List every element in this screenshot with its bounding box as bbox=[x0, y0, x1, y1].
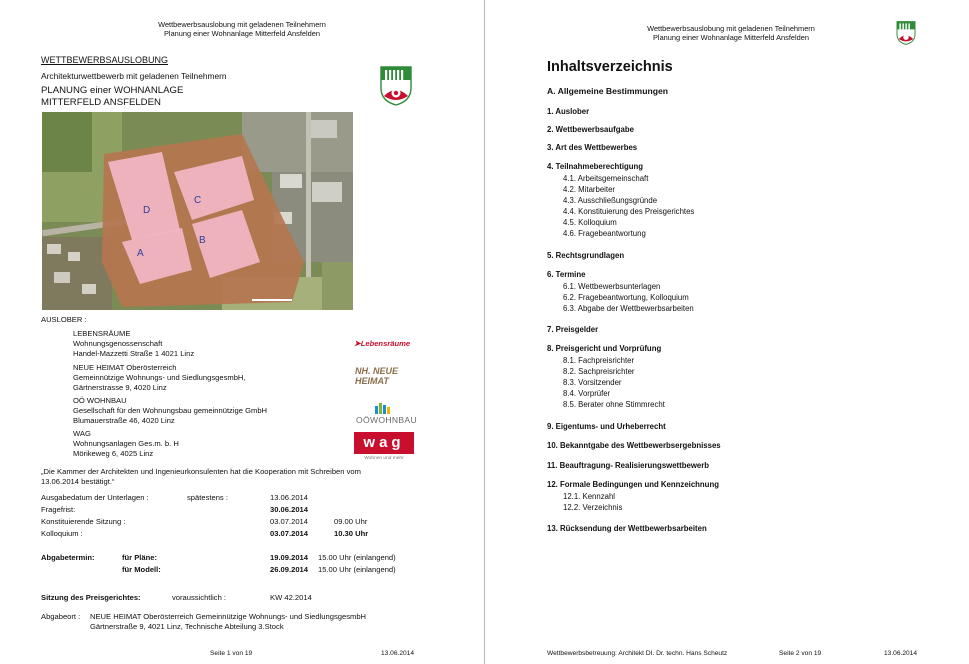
abgabe-modell-time: 15.00 Uhr (einlangend) bbox=[318, 565, 396, 574]
ausgabe-qualifier: spätestens : bbox=[187, 493, 228, 502]
toc-subitem-4-4[interactable]: 4.4. Konstituierung des Preisgerichtes bbox=[563, 207, 695, 216]
page-1-date: 13.06.2014 bbox=[381, 650, 415, 657]
aerial-site-plan-map bbox=[42, 112, 353, 310]
toc-item-4[interactable]: 4. Teilnahmeberechtigung bbox=[547, 162, 644, 171]
project-title-line-1: PLANUNG einer WOHNANLAGE bbox=[41, 85, 184, 96]
kolloquium-date: 03.07.2014 bbox=[270, 529, 309, 538]
lebensraeume-logo: ➤Lebensräume bbox=[354, 339, 411, 348]
fragefrist-label: Fragefrist: bbox=[41, 505, 76, 514]
toc-item-7[interactable]: 7. Preisgelder bbox=[547, 325, 599, 334]
toc-subitem-8-1[interactable]: 8.1. Fachpreisrichter bbox=[563, 356, 635, 365]
toc-item-5[interactable]: 5. Rechtsgrundlagen bbox=[547, 251, 625, 260]
municipal-crest-icon bbox=[380, 66, 412, 106]
header-line-1: Wettbewerbsauslobung mit geladenen Teilnehmern bbox=[647, 24, 815, 33]
toc-subitem-12-1[interactable]: 12.1. Kennzahl bbox=[563, 492, 616, 501]
toc-subitem-4-2[interactable]: 4.2. Mitarbeiter bbox=[563, 185, 616, 194]
toc-item-2[interactable]: 2. Wettbewerbsaufgabe bbox=[547, 125, 634, 134]
ooe-wohnbau-logo-mark-icon bbox=[374, 402, 392, 414]
auslober-neue-heimat: NEUE HEIMAT Oberösterreich Gemeinnützige Wohnungs- und SiedlungsgesmbH, Gärtnerstrasse 9, 4020 Linz bbox=[73, 363, 246, 392]
abgabe-plaene-date: 19.09.2014 bbox=[270, 553, 309, 562]
wag-logo-tagline: Wohnen und mehr bbox=[364, 456, 404, 461]
auslober-wag: WAG Wohnungsanlagen Ges.m. b. H Mörikeweg 6, 4025 Linz bbox=[73, 429, 179, 458]
toc-subitem-6-1[interactable]: 6.1. Wettbewerbsunterlagen bbox=[563, 282, 661, 291]
kolloquium-time: 10.30 Uhr bbox=[334, 529, 369, 538]
konstituierende-sitzung-date: 03.07.2014 bbox=[270, 517, 309, 526]
abgabetermin-label: Abgabetermin: bbox=[41, 553, 95, 562]
toc-item-6[interactable]: 6. Termine bbox=[547, 270, 586, 279]
ooe-wohnbau-logo: OÖWOHNBAU bbox=[356, 415, 417, 425]
page-header bbox=[0, 20, 484, 38]
abgabe-plaene-label: für Pläne: bbox=[122, 553, 158, 562]
page-divider bbox=[484, 0, 485, 664]
page-2 bbox=[486, 0, 969, 664]
page-1 bbox=[0, 0, 484, 664]
toc-item-1[interactable]: 1. Auslober bbox=[547, 107, 590, 116]
toc-subitem-4-1[interactable]: 4.1. Arbeitsgemeinschaft bbox=[563, 174, 649, 183]
toc-item-3[interactable]: 3. Art des Wettbewerbes bbox=[547, 143, 638, 152]
toc-item-10[interactable]: 10. Bekanntgabe des Wettbewerbsergebnisses bbox=[547, 441, 721, 450]
abgabeort-label: Abgabeort : bbox=[41, 612, 81, 621]
toc-subitem-8-3[interactable]: 8.3. Vorsitzender bbox=[563, 378, 622, 387]
page-1-number: Seite 1 von 19 bbox=[210, 650, 253, 657]
toc-subitem-4-6[interactable]: 4.6. Fragebeantwortung bbox=[563, 229, 646, 238]
chamber-statement: „Die Kammer der Architekten und Ingenieurkonsulenten hat die Kooperation mit Schreiben vom 13.06.2014 bestätigt.“ bbox=[41, 467, 361, 486]
toc-subitem-8-4[interactable]: 8.4. Vorprüfer bbox=[563, 389, 611, 398]
plot-b-label: B bbox=[199, 235, 206, 246]
header-line-1: Wettbewerbsauslobung mit geladenen Teilnehmern bbox=[158, 20, 326, 29]
preisgericht-sitzung-label: Sitzung des Preisgerichtes: bbox=[41, 593, 141, 602]
abgabe-plaene-time: 15.00 Uhr (einlangend) bbox=[318, 553, 396, 562]
plot-c-label: C bbox=[194, 195, 202, 206]
header-line-2: Planung einer Wohnanlage Mitterfeld Ansfelden bbox=[653, 33, 809, 42]
konstituierende-sitzung-time: 09.00 Uhr bbox=[334, 517, 368, 526]
plot-a-label: A bbox=[137, 248, 144, 259]
fragefrist-date: 30.06.2014 bbox=[270, 505, 309, 514]
toc-item-8[interactable]: 8. Preisgericht und Vorprüfung bbox=[547, 344, 662, 353]
abgabeort-address: NEUE HEIMAT Oberösterreich Gemeinnützige Wohnungs- und SiedlungsgesmbH Gärtnerstraße 9, 4021 Linz, Technische Abteilung 3.Stock bbox=[90, 612, 367, 631]
page-2-date: 13.06.2014 bbox=[884, 650, 918, 657]
plot-d-label: D bbox=[143, 205, 151, 216]
abgabe-modell-label: für Modell: bbox=[122, 565, 161, 574]
page-2-number: Seite 2 von 19 bbox=[779, 650, 822, 657]
preisgericht-sitzung-qualifier: voraussichtlich : bbox=[172, 593, 227, 602]
toc-item-9[interactable]: 9. Eigentums- und Urheberrecht bbox=[547, 422, 666, 431]
page-header bbox=[606, 24, 856, 42]
kolloquium-label: Kolloquium : bbox=[41, 529, 83, 538]
neue-heimat-logo: NH. NEUE HEIMAT bbox=[355, 366, 399, 386]
auslober-lebensraeume: LEBENSRÄUME Wohnungsgenossenschaft Handel-Mazzetti Straße 1 4021 Linz bbox=[73, 329, 195, 358]
toc-subitem-4-3[interactable]: 4.3. Ausschließungsgründe bbox=[563, 196, 658, 205]
preisgericht-sitzung-value: KW 42.2014 bbox=[270, 593, 312, 602]
page-2-footer-left: Wettbewerbsbetreuung: Architekt DI. Dr. techn. Hans Scheutz bbox=[547, 650, 728, 657]
project-title-line-2: MITTERFELD ANSFELDEN bbox=[41, 97, 161, 108]
ausgabe-date: 13.06.2014 bbox=[270, 493, 309, 502]
document-title: WETTBEWERBSAUSLOBUNG bbox=[41, 55, 169, 65]
toc-item-11[interactable]: 11. Beauftragung- Realisierungswettbewerb bbox=[547, 461, 710, 470]
abgabe-modell-date: 26.09.2014 bbox=[270, 565, 309, 574]
konstituierende-sitzung-label: Konstituierende Sitzung : bbox=[41, 517, 126, 526]
toc-title: Inhaltsverzeichnis bbox=[547, 59, 673, 75]
toc-section-a: A. Allgemeine Bestimmungen bbox=[547, 86, 668, 96]
auslober-ooe-wohnbau: OÖ WOHNBAU Gesellschaft für den Wohnungsbau gemeinnützige GmbH Blumauerstraße 46, 4020 Linz bbox=[73, 396, 268, 425]
toc-item-12[interactable]: 12. Formale Bedingungen und Kennzeichnung bbox=[547, 480, 719, 489]
ausgabe-label: Ausgabedatum der Unterlagen : bbox=[41, 493, 149, 502]
toc-subitem-6-3[interactable]: 6.3. Abgabe der Wettbewerbsarbeiten bbox=[563, 304, 694, 313]
document-subtitle: Architekturwettbewerb mit geladenen Teilnehmern bbox=[41, 71, 227, 81]
toc-item-13[interactable]: 13. Rücksendung der Wettbewerbsarbeiten bbox=[547, 524, 707, 533]
toc-subitem-6-2[interactable]: 6.2. Fragebeantwortung, Kolloquium bbox=[563, 293, 689, 302]
auslober-label: AUSLOBER : bbox=[41, 315, 87, 324]
header-line-2: Planung einer Wohnanlage Mitterfeld Ansfelden bbox=[164, 29, 320, 38]
toc-subitem-12-2[interactable]: 12.2. Verzeichnis bbox=[563, 503, 623, 512]
wag-logo: wag bbox=[354, 432, 414, 454]
lebensraeume-logo-mark-icon: ➤ bbox=[354, 339, 361, 348]
toc-subitem-8-2[interactable]: 8.2. Sachpreisrichter bbox=[563, 367, 635, 376]
toc-subitem-4-5[interactable]: 4.5. Kolloquium bbox=[563, 218, 617, 227]
municipal-crest-icon bbox=[896, 21, 916, 45]
toc-subitem-8-5[interactable]: 8.5. Berater ohne Stimmrecht bbox=[563, 400, 665, 409]
